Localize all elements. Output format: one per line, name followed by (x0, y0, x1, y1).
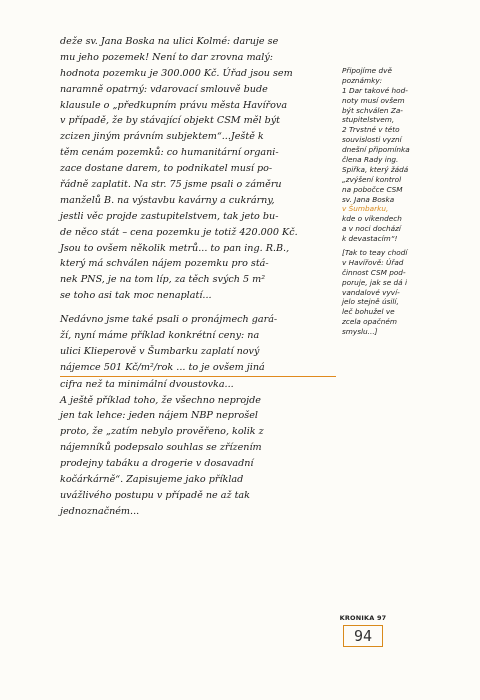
side-note-line: poruje, jak se dá i (342, 277, 407, 287)
main-text-block (60, 34, 336, 520)
side-note-line: poznámky: (342, 75, 383, 85)
main-line: prodejny tabáku a drogerie v dosavadní (60, 458, 254, 470)
main-line: cifra než ta minimální dvoustovka... (60, 378, 234, 390)
main-line: ulici Klieperově v Šumbarku zaplatí nový (60, 345, 260, 357)
main-line: klausule o „předkupním právu města Havířova (60, 99, 288, 111)
side-note-line: stupitelstvem, (342, 115, 395, 125)
side-note-line: [Tak to teay chodí (342, 248, 408, 258)
main-line: se toho asi tak moc nenaplatí... (60, 290, 212, 302)
main-line: deže sv. Jana Boska na ulici Kolmé: daruje se (60, 36, 279, 47)
side-note-line: kde o víkendech (342, 214, 402, 224)
side-note-line: „zvýšení kontrol (342, 174, 402, 184)
main-line: jestli věc projde zastupitelstvem, tak jeto bu- (60, 210, 279, 222)
main-line: de něco stát – cena pozemku je totiž 420.000 Kč. (60, 226, 298, 238)
side-note-line-highlight: v Šumbarku, (342, 204, 389, 214)
side-note-line: smyslu...] (342, 327, 378, 337)
main-line: nájemníků podepsalo souhlas se zřízením (60, 442, 262, 454)
side-note-line: na pobočce CSM (342, 184, 403, 194)
main-line: nek PNS, je na tom líp, za těch svých 5 m² (60, 274, 266, 286)
side-note-line: vandalové vyví- (342, 287, 400, 297)
side-note-line: leč bohužel ve (342, 307, 395, 317)
main-line: naramně opatrný: vdarovací smlouvě bude (60, 83, 268, 95)
main-line: Nedávno jsme také psali o pronájmech gará- (60, 314, 278, 326)
side-note-line: zcela opačném (342, 317, 397, 327)
main-line: mu jeho pozemek! Není to dar zrovna malý: (60, 51, 273, 63)
side-note-line: 2 Trvstné v této (342, 125, 400, 135)
side-note-line: jelo stejně úsilí, (342, 297, 399, 307)
chronicle-stamp (338, 614, 388, 647)
main-line: jednoznačném... (60, 505, 140, 517)
side-note-line: být schválen Za- (342, 105, 403, 115)
main-line: v případě, že by stávající objekt CSM měl být (60, 115, 280, 127)
main-line: řádně zaplatit. Na str. 75 jsme psali o záměru (60, 179, 282, 191)
main-line: který má schválen nájem pozemku pro stá- (60, 258, 269, 270)
paragraph-gap (60, 304, 336, 312)
main-line: Jsou to ovšem několik metrů... to pan ing. R.B., (60, 242, 290, 254)
main-line: těm cenám pozemků: co humanitární organi- (60, 147, 279, 159)
side-note-line: noty musí ovšem (342, 95, 405, 105)
side-note-line: Spiřka, který žádá (342, 164, 409, 174)
side-note (342, 66, 442, 337)
side-note-line: dnešní připomínka (342, 145, 410, 155)
main-line: hodnota pozemku je 300.000 Kč. Úřad jsou sem (60, 67, 293, 79)
stamp-label: KRONIKA 97 (339, 614, 387, 622)
side-note-line: činnost CSM pod- (342, 267, 406, 277)
main-line: manželů B. na výstavbu kavárny a cukrárny, (60, 194, 275, 206)
main-line: ží, nyní máme příklad konkrétní ceny: na (60, 330, 260, 342)
side-note-line: a v noci dochází (342, 224, 401, 234)
main-line: proto, že „zatím nebylo prověřeno, kolik z (60, 426, 264, 438)
main-line: jen tak lehce: jeden nájem NBP neprošel (60, 410, 258, 422)
page-number: 94 (343, 625, 383, 647)
main-line: A ještě příklad toho, že všechno neprojde (60, 394, 261, 406)
side-note-line: Připojíme dvě (342, 66, 392, 75)
main-line-highlighted-price: nájemce 501 Kč/m²/rok ... to je ovšem jiná (60, 360, 336, 377)
side-note-line: v Havířově: Úřad (342, 257, 404, 267)
side-note-line: k devastacím“! (342, 234, 398, 244)
side-note-line: souvislosti vyzní (342, 135, 402, 145)
side-note-line: 1 Dar takové hod- (342, 85, 408, 95)
side-note-line: sv. Jana Boska (342, 194, 395, 204)
main-line: kočárkárně“. Zapisujeme jako příklad (60, 474, 244, 486)
main-line: uvážlivého postupu v případě ne až tak (60, 489, 250, 501)
main-line: zcizen jiným právním subjektem“...Ještě k (60, 131, 264, 143)
side-note-line: člena Rady ing. (342, 155, 399, 165)
main-line: zace dostane darem, to podnikatel musí po- (60, 163, 273, 175)
